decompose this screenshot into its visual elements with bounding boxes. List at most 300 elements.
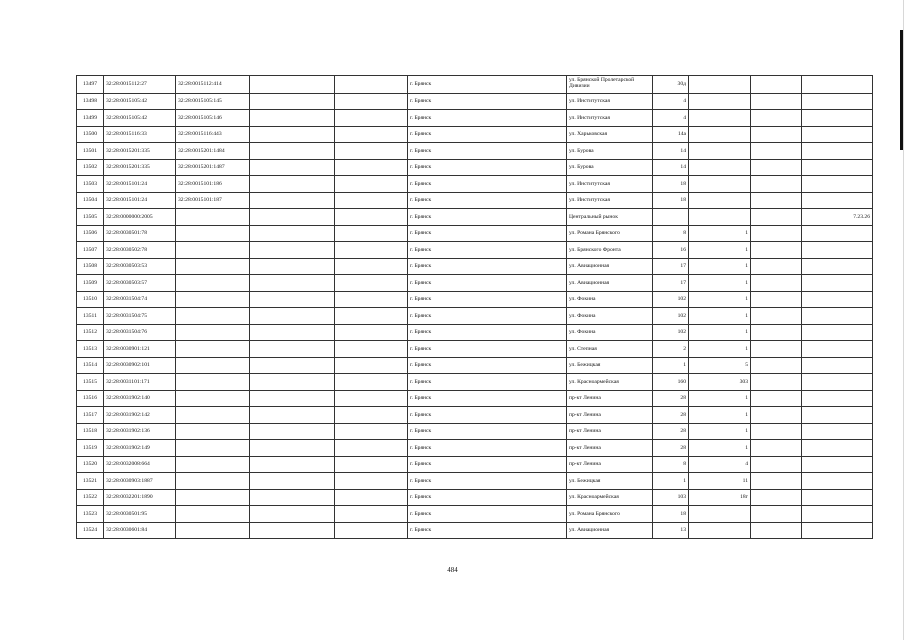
house-number-cell: 8 (653, 456, 689, 473)
row-number-cell: 13503 (77, 176, 104, 193)
empty-cell (335, 390, 408, 407)
building-number-cell (689, 110, 751, 127)
registry-table-body (77, 76, 873, 539)
building-number-cell: 4 (689, 456, 751, 473)
row-number-cell: 13516 (77, 390, 104, 407)
empty-cell (335, 440, 408, 457)
cadastral-number-cell: 32:28:0030903:1887 (104, 473, 176, 490)
street-cell: ул. Институтская (567, 93, 653, 110)
table-row (77, 143, 873, 160)
code-cell (802, 390, 873, 407)
row-number-cell: 13509 (77, 275, 104, 292)
city-cell: г. Брянск (408, 341, 567, 358)
object-cadastral-number-cell: 32:28:0015105:145 (176, 93, 250, 110)
row-number-cell: 13507 (77, 242, 104, 259)
table-row (77, 423, 873, 440)
table-row (77, 407, 873, 424)
street-cell: ул. Бежицкая (567, 357, 653, 374)
street-cell: ул. Институтская (567, 110, 653, 127)
empty-cell (335, 192, 408, 209)
cadastral-number-cell: 32:28:0015105:42 (104, 93, 176, 110)
object-cadastral-number-cell: 32:28:0015105:146 (176, 110, 250, 127)
empty-cell (335, 489, 408, 506)
street-cell: пр-кт Ленина (567, 390, 653, 407)
building-number-cell (689, 76, 751, 94)
city-cell: г. Брянск (408, 258, 567, 275)
code-cell (802, 456, 873, 473)
house-number-cell: 13 (653, 522, 689, 539)
row-number-cell: 13522 (77, 489, 104, 506)
table-row (77, 126, 873, 143)
table-row (77, 456, 873, 473)
table-row (77, 489, 873, 506)
code-cell (802, 126, 873, 143)
row-number-cell: 13523 (77, 506, 104, 523)
empty-cell (751, 275, 802, 292)
table-row (77, 76, 873, 94)
row-number-cell: 13524 (77, 522, 104, 539)
empty-cell (751, 423, 802, 440)
city-cell: г. Брянск (408, 242, 567, 259)
street-cell: ул. Авиационная (567, 275, 653, 292)
table-row (77, 176, 873, 193)
cadastral-number-cell: 32:28:0031504:75 (104, 308, 176, 325)
house-number-cell: 1 (653, 357, 689, 374)
building-number-cell: 303 (689, 374, 751, 391)
empty-cell (250, 357, 335, 374)
object-cadastral-number-cell (176, 506, 250, 523)
city-cell: г. Брянск (408, 275, 567, 292)
empty-cell (751, 192, 802, 209)
empty-cell (250, 456, 335, 473)
cadastral-number-cell: 32:28:0031902:142 (104, 407, 176, 424)
house-number-cell: 8 (653, 225, 689, 242)
empty-cell (250, 341, 335, 358)
street-cell: ул. Романа Брянского (567, 225, 653, 242)
building-number-cell: 1 (689, 275, 751, 292)
building-number-cell (689, 506, 751, 523)
street-cell: пр-кт Ленина (567, 456, 653, 473)
empty-cell (335, 242, 408, 259)
building-number-cell (689, 143, 751, 160)
street-cell: ул. Степная (567, 341, 653, 358)
city-cell: г. Брянск (408, 407, 567, 424)
building-number-cell (689, 209, 751, 226)
code-cell (802, 324, 873, 341)
registry-table (76, 75, 873, 539)
empty-cell (751, 159, 802, 176)
cadastral-number-cell: 32:28:0032201:1890 (104, 489, 176, 506)
building-number-cell: 5 (689, 357, 751, 374)
code-cell (802, 225, 873, 242)
building-number-cell (689, 159, 751, 176)
empty-cell (250, 291, 335, 308)
empty-cell (335, 423, 408, 440)
code-cell (802, 176, 873, 193)
street-cell: ул. Брянской Пролетарской Дивизии (567, 76, 653, 94)
table-row (77, 209, 873, 226)
building-number-cell (689, 176, 751, 193)
empty-cell (250, 506, 335, 523)
code-cell (802, 440, 873, 457)
building-number-cell: 1 (689, 308, 751, 325)
city-cell: г. Брянск (408, 308, 567, 325)
binding-mark (900, 30, 903, 150)
table-row (77, 341, 873, 358)
street-cell: ул. Фокина (567, 291, 653, 308)
building-number-cell: 1 (689, 407, 751, 424)
city-cell: г. Брянск (408, 143, 567, 160)
empty-cell (335, 209, 408, 226)
street-cell: пр-кт Ленина (567, 407, 653, 424)
building-number-cell: 1 (689, 440, 751, 457)
empty-cell (250, 209, 335, 226)
city-cell: г. Брянск (408, 209, 567, 226)
table-row (77, 110, 873, 127)
house-number-cell: 14 (653, 159, 689, 176)
street-cell: ул. Авиационная (567, 522, 653, 539)
building-number-cell: 1 (689, 390, 751, 407)
cadastral-number-cell: 32:28:0031504:76 (104, 324, 176, 341)
row-number-cell: 13497 (77, 76, 104, 94)
page-edge (903, 0, 904, 640)
code-cell (802, 159, 873, 176)
house-number-cell: 4 (653, 93, 689, 110)
empty-cell (335, 456, 408, 473)
empty-cell (335, 76, 408, 94)
empty-cell (335, 522, 408, 539)
empty-cell (751, 390, 802, 407)
row-number-cell: 13508 (77, 258, 104, 275)
code-cell (802, 423, 873, 440)
empty-cell (751, 143, 802, 160)
object-cadastral-number-cell: 32:28:0015116:443 (176, 126, 250, 143)
house-number-cell: 14а (653, 126, 689, 143)
empty-cell (250, 440, 335, 457)
street-cell: ул. Харьковская (567, 126, 653, 143)
cadastral-number-cell: 32:28:0015105:42 (104, 110, 176, 127)
table-row (77, 225, 873, 242)
house-number-cell: 18 (653, 506, 689, 523)
row-number-cell: 13498 (77, 93, 104, 110)
empty-cell (751, 93, 802, 110)
object-cadastral-number-cell (176, 341, 250, 358)
code-cell (802, 258, 873, 275)
empty-cell (335, 110, 408, 127)
empty-cell (250, 258, 335, 275)
code-cell (802, 143, 873, 160)
city-cell: г. Брянск (408, 357, 567, 374)
building-number-cell: 18г (689, 489, 751, 506)
empty-cell (335, 341, 408, 358)
cadastral-number-cell: 32:28:0030503:53 (104, 258, 176, 275)
row-number-cell: 13513 (77, 341, 104, 358)
house-number-cell: 2 (653, 341, 689, 358)
object-cadastral-number-cell (176, 407, 250, 424)
cadastral-number-cell: 32:28:0031902:140 (104, 390, 176, 407)
row-number-cell: 13501 (77, 143, 104, 160)
city-cell: г. Брянск (408, 506, 567, 523)
house-number-cell: 28 (653, 407, 689, 424)
empty-cell (250, 275, 335, 292)
house-number-cell: 102 (653, 291, 689, 308)
object-cadastral-number-cell: 32:28:0015101:186 (176, 176, 250, 193)
empty-cell (335, 93, 408, 110)
building-number-cell (689, 192, 751, 209)
cadastral-number-cell: 32:28:0030902:101 (104, 357, 176, 374)
empty-cell (335, 506, 408, 523)
building-number-cell: 1 (689, 225, 751, 242)
cadastral-number-cell: 32:28:0030503:57 (104, 275, 176, 292)
empty-cell (751, 76, 802, 94)
object-cadastral-number-cell (176, 291, 250, 308)
object-cadastral-number-cell (176, 374, 250, 391)
street-cell: ул. Романа Брянского (567, 506, 653, 523)
object-cadastral-number-cell (176, 456, 250, 473)
object-cadastral-number-cell (176, 390, 250, 407)
table-row (77, 258, 873, 275)
empty-cell (751, 176, 802, 193)
empty-cell (751, 341, 802, 358)
empty-cell (250, 242, 335, 259)
code-cell (802, 291, 873, 308)
empty-cell (751, 110, 802, 127)
empty-cell (335, 126, 408, 143)
table-row (77, 374, 873, 391)
row-number-cell: 13505 (77, 209, 104, 226)
table-row (77, 291, 873, 308)
table-row (77, 242, 873, 259)
row-number-cell: 13504 (77, 192, 104, 209)
cadastral-number-cell: 32:28:0015201:335 (104, 159, 176, 176)
cadastral-number-cell: 32:28:0031101:171 (104, 374, 176, 391)
empty-cell (250, 192, 335, 209)
code-cell (802, 341, 873, 358)
house-number-cell: 28 (653, 390, 689, 407)
empty-cell (335, 275, 408, 292)
empty-cell (751, 225, 802, 242)
city-cell: г. Брянск (408, 440, 567, 457)
empty-cell (751, 407, 802, 424)
street-cell: ул. Бурова (567, 159, 653, 176)
empty-cell (751, 258, 802, 275)
city-cell: г. Брянск (408, 390, 567, 407)
empty-cell (250, 473, 335, 490)
cadastral-number-cell: 32:28:0015201:335 (104, 143, 176, 160)
house-number-cell: 102 (653, 324, 689, 341)
cadastral-number-cell: 32:28:0031902:149 (104, 440, 176, 457)
object-cadastral-number-cell (176, 489, 250, 506)
row-number-cell: 13518 (77, 423, 104, 440)
object-cadastral-number-cell (176, 423, 250, 440)
row-number-cell: 13506 (77, 225, 104, 242)
row-number-cell: 13514 (77, 357, 104, 374)
house-number-cell: 28 (653, 423, 689, 440)
house-number-cell (653, 209, 689, 226)
house-number-cell: 160 (653, 374, 689, 391)
empty-cell (250, 126, 335, 143)
house-number-cell: 28 (653, 440, 689, 457)
object-cadastral-number-cell (176, 440, 250, 457)
empty-cell (751, 506, 802, 523)
empty-cell (250, 407, 335, 424)
code-cell (802, 374, 873, 391)
table-row (77, 324, 873, 341)
empty-cell (250, 176, 335, 193)
object-cadastral-number-cell (176, 308, 250, 325)
city-cell: г. Брянск (408, 324, 567, 341)
cadastral-number-cell: 32:28:0015101:24 (104, 176, 176, 193)
city-cell: г. Брянск (408, 159, 567, 176)
empty-cell (250, 225, 335, 242)
cadastral-number-cell: 32:28:0030501:78 (104, 225, 176, 242)
empty-cell (250, 374, 335, 391)
city-cell: г. Брянск (408, 76, 567, 94)
empty-cell (335, 357, 408, 374)
empty-cell (751, 473, 802, 490)
empty-cell (250, 93, 335, 110)
code-cell (802, 522, 873, 539)
street-cell: пр-кт Ленина (567, 423, 653, 440)
table-row (77, 440, 873, 457)
city-cell: г. Брянск (408, 489, 567, 506)
table-row (77, 506, 873, 523)
code-cell (802, 110, 873, 127)
street-cell: Центральный рынок (567, 209, 653, 226)
empty-cell (335, 407, 408, 424)
building-number-cell (689, 522, 751, 539)
table-row (77, 522, 873, 539)
table-row (77, 93, 873, 110)
row-number-cell: 13520 (77, 456, 104, 473)
object-cadastral-number-cell (176, 324, 250, 341)
building-number-cell (689, 126, 751, 143)
table-row (77, 308, 873, 325)
row-number-cell: 13511 (77, 308, 104, 325)
empty-cell (751, 209, 802, 226)
house-number-cell: 14 (653, 143, 689, 160)
code-cell (802, 242, 873, 259)
city-cell: г. Брянск (408, 192, 567, 209)
object-cadastral-number-cell (176, 209, 250, 226)
empty-cell (250, 76, 335, 94)
code-cell (802, 489, 873, 506)
building-number-cell: 1 (689, 324, 751, 341)
empty-cell (751, 242, 802, 259)
house-number-cell: 30д (653, 76, 689, 94)
row-number-cell: 13499 (77, 110, 104, 127)
city-cell: г. Брянск (408, 374, 567, 391)
empty-cell (250, 423, 335, 440)
object-cadastral-number-cell: 32:28:0015112:414 (176, 76, 250, 94)
row-number-cell: 13510 (77, 291, 104, 308)
table-row (77, 390, 873, 407)
code-cell: 7.23.26 (802, 209, 873, 226)
code-cell (802, 76, 873, 94)
city-cell: г. Брянск (408, 176, 567, 193)
cadastral-number-cell: 32:28:0030901:121 (104, 341, 176, 358)
street-cell: ул. Красноармейская (567, 489, 653, 506)
cadastral-number-cell: 32:28:0015112:27 (104, 76, 176, 94)
house-number-cell: 17 (653, 275, 689, 292)
cadastral-number-cell: 32:28:0031504:74 (104, 291, 176, 308)
code-cell (802, 192, 873, 209)
city-cell: г. Брянск (408, 110, 567, 127)
object-cadastral-number-cell (176, 357, 250, 374)
table-row (77, 275, 873, 292)
code-cell (802, 473, 873, 490)
table-row (77, 159, 873, 176)
table-row (77, 473, 873, 490)
empty-cell (751, 489, 802, 506)
cadastral-number-cell: 32:28:0000000:2005 (104, 209, 176, 226)
row-number-cell: 13515 (77, 374, 104, 391)
cadastral-number-cell: 32:28:0015101:24 (104, 192, 176, 209)
code-cell (802, 506, 873, 523)
cadastral-number-cell: 32:28:0030501:95 (104, 506, 176, 523)
building-number-cell: 1 (689, 423, 751, 440)
empty-cell (751, 324, 802, 341)
cadastral-number-cell: 32:28:0032008:664 (104, 456, 176, 473)
street-cell: ул. Красноармейская (567, 374, 653, 391)
empty-cell (250, 143, 335, 160)
empty-cell (335, 176, 408, 193)
city-cell: г. Брянск (408, 456, 567, 473)
object-cadastral-number-cell (176, 275, 250, 292)
empty-cell (751, 522, 802, 539)
empty-cell (250, 489, 335, 506)
city-cell: г. Брянск (408, 225, 567, 242)
city-cell: г. Брянск (408, 473, 567, 490)
empty-cell (335, 473, 408, 490)
building-number-cell: 1 (689, 291, 751, 308)
city-cell: г. Брянск (408, 423, 567, 440)
empty-cell (751, 126, 802, 143)
table-row (77, 192, 873, 209)
street-cell: ул. Институтская (567, 176, 653, 193)
house-number-cell: 18 (653, 176, 689, 193)
city-cell: г. Брянск (408, 93, 567, 110)
empty-cell (751, 440, 802, 457)
city-cell: г. Брянск (408, 126, 567, 143)
empty-cell (751, 308, 802, 325)
empty-cell (250, 159, 335, 176)
code-cell (802, 407, 873, 424)
empty-cell (250, 522, 335, 539)
house-number-cell: 18 (653, 192, 689, 209)
empty-cell (751, 456, 802, 473)
empty-cell (250, 110, 335, 127)
code-cell (802, 275, 873, 292)
empty-cell (250, 308, 335, 325)
empty-cell (751, 357, 802, 374)
object-cadastral-number-cell (176, 258, 250, 275)
street-cell: ул. Авиационная (567, 258, 653, 275)
object-cadastral-number-cell (176, 242, 250, 259)
empty-cell (335, 324, 408, 341)
house-number-cell: 17 (653, 258, 689, 275)
cadastral-number-cell: 32:28:0015116:33 (104, 126, 176, 143)
row-number-cell: 13500 (77, 126, 104, 143)
empty-cell (335, 143, 408, 160)
page-number: 484 (447, 566, 458, 574)
row-number-cell: 13521 (77, 473, 104, 490)
building-number-cell: 1 (689, 341, 751, 358)
code-cell (802, 357, 873, 374)
table-row (77, 357, 873, 374)
empty-cell (751, 291, 802, 308)
row-number-cell: 13519 (77, 440, 104, 457)
